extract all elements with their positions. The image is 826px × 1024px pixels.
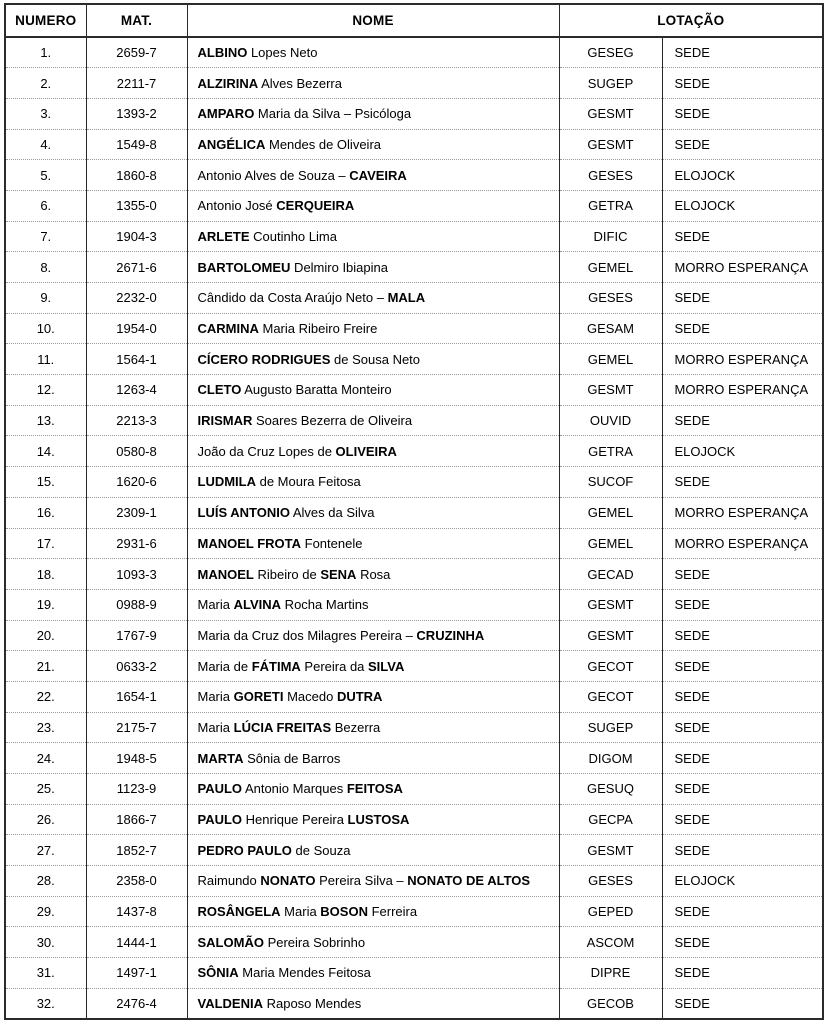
sector-code-cell: GECPA (559, 804, 662, 835)
matricula-cell: 2232-0 (86, 283, 187, 314)
table-row (5, 68, 823, 99)
row-number-cell: 24. (5, 743, 86, 774)
name-highlight: NONATO (260, 873, 316, 889)
col-header-nome: NOME (187, 4, 559, 37)
name-text: Maria Mendes Feitosa (238, 965, 371, 981)
name-cell (187, 988, 559, 1019)
table-row (5, 988, 823, 1019)
matricula-cell: 2213-3 (86, 405, 187, 436)
table-row (5, 743, 823, 774)
table-body (5, 37, 823, 1019)
staff-roster-table (4, 3, 824, 1020)
name-cell (187, 467, 559, 498)
location-cell: SEDE (662, 405, 823, 436)
sector-code-cell: GETRA (559, 436, 662, 467)
matricula-cell: 1620-6 (86, 467, 187, 498)
row-number-cell: 22. (5, 681, 86, 712)
matricula-cell: 1904-3 (86, 221, 187, 252)
matricula-cell: 1852-7 (86, 835, 187, 866)
name-highlight: DUTRA (336, 689, 383, 705)
sector-code-cell: GESMT (559, 589, 662, 620)
table-row (5, 559, 823, 590)
table-row (5, 405, 823, 436)
name-text: Bezerra (331, 719, 381, 735)
row-number-cell: 20. (5, 620, 86, 651)
name-text: Pereira da (300, 658, 369, 674)
name-text: Pereira Sobrinho (263, 934, 366, 950)
sector-code-cell: GESES (559, 283, 662, 314)
name-highlight: ALBINO (197, 45, 248, 61)
table-row (5, 160, 823, 191)
row-number-cell: 29. (5, 896, 86, 927)
name-cell (187, 221, 559, 252)
name-cell (187, 344, 559, 375)
location-cell: SEDE (662, 681, 823, 712)
location-cell: SEDE (662, 313, 823, 344)
row-number-cell: 17. (5, 528, 86, 559)
sector-code-cell: GESMT (559, 129, 662, 160)
sector-code-cell: GEMEL (559, 528, 662, 559)
location-cell: SEDE (662, 68, 823, 99)
name-cell (187, 559, 559, 590)
name-text: Raposo Mendes (262, 995, 362, 1011)
sector-code-cell: DIPRE (559, 958, 662, 989)
name-text: Maria de (197, 658, 252, 674)
row-number-cell: 5. (5, 160, 86, 191)
name-cell (187, 774, 559, 805)
table-row (5, 375, 823, 406)
name-text: Fontenele (301, 535, 363, 551)
name-highlight: PEDRO PAULO (197, 842, 292, 858)
name-highlight: SÔNIA (197, 965, 239, 981)
matricula-cell: 1263-4 (86, 375, 187, 406)
name-highlight: CAVEIRA (349, 167, 407, 183)
matricula-cell: 1393-2 (86, 98, 187, 129)
name-highlight: GORETI (233, 689, 284, 705)
location-cell: SEDE (662, 927, 823, 958)
sector-code-cell: GESES (559, 160, 662, 191)
name-text: Henrique Pereira (242, 812, 348, 828)
name-text: Maria da Cruz dos Milagres Pereira – (197, 627, 417, 643)
matricula-cell: 2309-1 (86, 497, 187, 528)
name-text: de Moura Feitosa (256, 474, 361, 490)
table-row (5, 804, 823, 835)
name-cell (187, 190, 559, 221)
name-text: João da Cruz Lopes de (197, 443, 336, 459)
name-highlight: LUDMILA (197, 474, 256, 490)
sector-code-cell: GESES (559, 866, 662, 897)
name-text: Cândido da Costa Araújo Neto – (197, 290, 388, 306)
row-number-cell: 6. (5, 190, 86, 221)
name-highlight: PAULO (197, 812, 243, 828)
name-cell (187, 804, 559, 835)
name-cell (187, 651, 559, 682)
name-cell (187, 958, 559, 989)
name-highlight: OLIVEIRA (335, 443, 397, 459)
name-cell (187, 129, 559, 160)
location-cell: SEDE (662, 221, 823, 252)
name-highlight: PAULO (197, 781, 243, 797)
matricula-cell: 2476-4 (86, 988, 187, 1019)
matricula-cell: 1654-1 (86, 681, 187, 712)
name-highlight: CERQUEIRA (276, 198, 355, 214)
name-cell (187, 743, 559, 774)
name-text: Antonio Marques (242, 781, 347, 797)
name-highlight: ALVINA (233, 597, 282, 613)
sector-code-cell: SUGEP (559, 712, 662, 743)
name-highlight: ARLETE (197, 228, 250, 244)
sector-code-cell: GECAD (559, 559, 662, 590)
location-cell: SEDE (662, 835, 823, 866)
location-cell: SEDE (662, 804, 823, 835)
row-number-cell: 25. (5, 774, 86, 805)
location-cell: ELOJOCK (662, 866, 823, 897)
name-cell (187, 927, 559, 958)
table-row (5, 681, 823, 712)
name-highlight: CARMINA (197, 321, 259, 337)
location-cell: SEDE (662, 98, 823, 129)
name-highlight: BARTOLOMEU (197, 259, 291, 275)
location-cell: SEDE (662, 37, 823, 68)
name-cell (187, 681, 559, 712)
name-highlight: SALOMÃO (197, 934, 264, 950)
name-highlight: NONATO DE ALTOS (407, 873, 531, 889)
row-number-cell: 9. (5, 283, 86, 314)
matricula-cell: 1866-7 (86, 804, 187, 835)
name-text: Rocha Martins (281, 597, 369, 613)
matricula-cell: 1860-8 (86, 160, 187, 191)
name-highlight: ALZIRINA (197, 75, 259, 91)
name-cell (187, 866, 559, 897)
name-cell (187, 497, 559, 528)
row-number-cell: 12. (5, 375, 86, 406)
location-cell: SEDE (662, 896, 823, 927)
matricula-cell: 0633-2 (86, 651, 187, 682)
sector-code-cell: GESEG (559, 37, 662, 68)
table-row (5, 528, 823, 559)
name-text: Macedo (283, 689, 337, 705)
sector-code-cell: GEMEL (559, 497, 662, 528)
location-cell: MORRO ESPERANÇA (662, 252, 823, 283)
row-number-cell: 2. (5, 68, 86, 99)
name-cell (187, 712, 559, 743)
name-text: Maria (197, 719, 234, 735)
location-cell: ELOJOCK (662, 436, 823, 467)
name-highlight: AMPARO (197, 106, 255, 122)
name-cell (187, 620, 559, 651)
table-row (5, 344, 823, 375)
sector-code-cell: ASCOM (559, 927, 662, 958)
name-cell (187, 160, 559, 191)
name-highlight: MANOEL (197, 566, 254, 582)
location-cell: SEDE (662, 712, 823, 743)
sector-code-cell: GESMT (559, 620, 662, 651)
sector-code-cell: GEPED (559, 896, 662, 927)
table-row (5, 283, 823, 314)
location-cell: SEDE (662, 129, 823, 160)
name-cell (187, 98, 559, 129)
table-header (5, 4, 823, 37)
table-row (5, 835, 823, 866)
row-number-cell: 8. (5, 252, 86, 283)
sector-code-cell: OUVID (559, 405, 662, 436)
table-row (5, 497, 823, 528)
matricula-cell: 1497-1 (86, 958, 187, 989)
col-header-mat: MAT. (86, 4, 187, 37)
location-cell: MORRO ESPERANÇA (662, 344, 823, 375)
row-number-cell: 13. (5, 405, 86, 436)
matricula-cell: 2211-7 (86, 68, 187, 99)
matricula-cell: 1549-8 (86, 129, 187, 160)
name-highlight: FÁTIMA (251, 658, 301, 674)
name-text: Delmiro Ibiapina (290, 259, 388, 275)
table-row (5, 927, 823, 958)
location-cell: SEDE (662, 651, 823, 682)
row-number-cell: 32. (5, 988, 86, 1019)
row-number-cell: 26. (5, 804, 86, 835)
matricula-cell: 0988-9 (86, 589, 187, 620)
name-text: Alves da Silva (289, 505, 375, 521)
location-cell: ELOJOCK (662, 190, 823, 221)
name-text: Coutinho Lima (249, 228, 337, 244)
name-text: Maria (197, 597, 234, 613)
sector-code-cell: GECOB (559, 988, 662, 1019)
table-row (5, 129, 823, 160)
location-cell: SEDE (662, 589, 823, 620)
name-text: Rosa (356, 566, 391, 582)
name-text: Maria (280, 904, 321, 920)
name-highlight: ANGÉLICA (197, 136, 266, 152)
matricula-cell: 2358-0 (86, 866, 187, 897)
location-cell: MORRO ESPERANÇA (662, 528, 823, 559)
header-row (5, 4, 823, 37)
location-cell: SEDE (662, 620, 823, 651)
sector-code-cell: GECOT (559, 681, 662, 712)
sector-code-cell: GESUQ (559, 774, 662, 805)
name-text: Ferreira (367, 904, 418, 920)
table-row (5, 958, 823, 989)
table-row (5, 313, 823, 344)
name-text: Lopes Neto (247, 45, 318, 61)
name-highlight: CLETO (197, 382, 242, 398)
name-highlight: VALDENIA (197, 995, 263, 1011)
name-text: Alves Bezerra (258, 75, 342, 91)
row-number-cell: 23. (5, 712, 86, 743)
row-number-cell: 28. (5, 866, 86, 897)
location-cell: ELOJOCK (662, 160, 823, 191)
name-highlight: LUÍS ANTONIO (197, 505, 290, 521)
matricula-cell: 1437-8 (86, 896, 187, 927)
name-text: Soares Bezerra de Oliveira (252, 413, 413, 429)
name-highlight: LUSTOSA (347, 812, 410, 828)
row-number-cell: 15. (5, 467, 86, 498)
name-highlight: MARTA (197, 750, 244, 766)
name-cell (187, 37, 559, 68)
sector-code-cell: SUGEP (559, 68, 662, 99)
matricula-cell: 1355-0 (86, 190, 187, 221)
row-number-cell: 31. (5, 958, 86, 989)
name-cell (187, 68, 559, 99)
row-number-cell: 10. (5, 313, 86, 344)
col-header-lotacao: LOTAÇÃO (559, 4, 823, 37)
row-number-cell: 21. (5, 651, 86, 682)
name-text: Raimundo (197, 873, 261, 889)
name-text: Antonio Alves de Souza – (197, 167, 350, 183)
matricula-cell: 1767-9 (86, 620, 187, 651)
table-row (5, 620, 823, 651)
sector-code-cell: GEMEL (559, 252, 662, 283)
name-text: Maria Ribeiro Freire (258, 321, 378, 337)
sector-code-cell: GESAM (559, 313, 662, 344)
table-row (5, 252, 823, 283)
name-highlight: MALA (387, 290, 426, 306)
name-highlight: MANOEL FROTA (197, 535, 302, 551)
location-cell: SEDE (662, 958, 823, 989)
location-cell: MORRO ESPERANÇA (662, 375, 823, 406)
name-cell (187, 252, 559, 283)
matricula-cell: 2931-6 (86, 528, 187, 559)
table-row (5, 436, 823, 467)
name-highlight: CÍCERO RODRIGUES (197, 351, 331, 367)
matricula-cell: 1444-1 (86, 927, 187, 958)
sector-code-cell: GESMT (559, 98, 662, 129)
name-cell (187, 436, 559, 467)
matricula-cell: 1564-1 (86, 344, 187, 375)
location-cell: SEDE (662, 559, 823, 590)
matricula-cell: 1948-5 (86, 743, 187, 774)
table-row (5, 896, 823, 927)
row-number-cell: 1. (5, 37, 86, 68)
sector-code-cell: DIGOM (559, 743, 662, 774)
name-cell (187, 589, 559, 620)
table-row (5, 712, 823, 743)
name-cell (187, 896, 559, 927)
name-text: Pereira Silva – (315, 873, 408, 889)
sector-code-cell: GETRA (559, 190, 662, 221)
name-highlight: IRISMAR (197, 413, 253, 429)
name-cell (187, 283, 559, 314)
name-text: Augusto Baratta Monteiro (241, 382, 392, 398)
name-text: Antonio José (197, 198, 277, 214)
location-cell: SEDE (662, 283, 823, 314)
row-number-cell: 3. (5, 98, 86, 129)
location-cell: SEDE (662, 467, 823, 498)
name-cell (187, 835, 559, 866)
name-text: de Sousa Neto (330, 351, 421, 367)
name-cell (187, 405, 559, 436)
location-cell: SEDE (662, 988, 823, 1019)
name-highlight: ROSÂNGELA (197, 904, 281, 920)
row-number-cell: 18. (5, 559, 86, 590)
name-highlight: FEITOSA (346, 781, 403, 797)
name-text: de Souza (291, 842, 351, 858)
table-row (5, 651, 823, 682)
sector-code-cell: SUCOF (559, 467, 662, 498)
col-header-numero: NUMERO (5, 4, 86, 37)
row-number-cell: 27. (5, 835, 86, 866)
row-number-cell: 11. (5, 344, 86, 375)
sector-code-cell: GESMT (559, 375, 662, 406)
location-cell: SEDE (662, 743, 823, 774)
table-row (5, 774, 823, 805)
sector-code-cell: GEMEL (559, 344, 662, 375)
matricula-cell: 0580-8 (86, 436, 187, 467)
matricula-cell: 1954-0 (86, 313, 187, 344)
name-highlight: LÚCIA FREITAS (233, 719, 332, 735)
sector-code-cell: GECOT (559, 651, 662, 682)
matricula-cell: 2671-6 (86, 252, 187, 283)
table-row (5, 98, 823, 129)
name-cell (187, 528, 559, 559)
row-number-cell: 16. (5, 497, 86, 528)
name-text: Maria da Silva – Psicóloga (254, 106, 412, 122)
matricula-cell: 2175-7 (86, 712, 187, 743)
location-cell: MORRO ESPERANÇA (662, 497, 823, 528)
row-number-cell: 14. (5, 436, 86, 467)
name-text: Mendes de Oliveira (265, 136, 382, 152)
name-highlight: CRUZINHA (416, 627, 485, 643)
location-cell: SEDE (662, 774, 823, 805)
table-row (5, 190, 823, 221)
row-number-cell: 19. (5, 589, 86, 620)
row-number-cell: 7. (5, 221, 86, 252)
table-row (5, 221, 823, 252)
table-row (5, 467, 823, 498)
name-highlight: BOSON (320, 904, 368, 920)
row-number-cell: 4. (5, 129, 86, 160)
name-cell (187, 313, 559, 344)
table-row (5, 37, 823, 68)
name-text: Maria (197, 689, 234, 705)
name-text: Sônia de Barros (243, 750, 341, 766)
name-highlight: SILVA (368, 658, 405, 674)
sector-code-cell: DIFIC (559, 221, 662, 252)
matricula-cell: 1123-9 (86, 774, 187, 805)
table-row (5, 866, 823, 897)
name-highlight: SENA (320, 566, 357, 582)
name-text: Ribeiro de (253, 566, 321, 582)
matricula-cell: 2659-7 (86, 37, 187, 68)
matricula-cell: 1093-3 (86, 559, 187, 590)
name-cell (187, 375, 559, 406)
sector-code-cell: GESMT (559, 835, 662, 866)
table-row (5, 589, 823, 620)
row-number-cell: 30. (5, 927, 86, 958)
